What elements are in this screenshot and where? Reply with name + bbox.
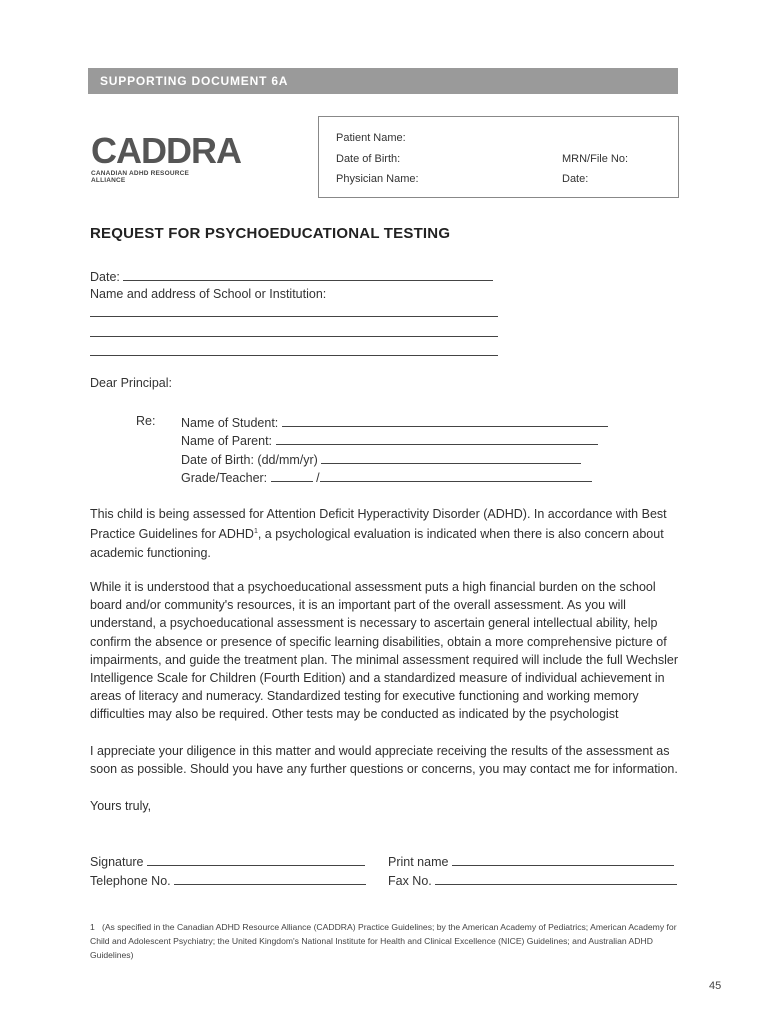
document-banner: SUPPORTING DOCUMENT 6A <box>88 68 678 94</box>
grade-teacher-row <box>181 469 592 485</box>
footnote-reference: 1 <box>253 528 258 536</box>
parent-name-label: Name of Parent: <box>181 434 273 448</box>
page-title: REQUEST FOR PSYCHOEDUCATIONAL TESTING <box>90 225 451 242</box>
salutation: Dear Principal: <box>90 376 172 390</box>
paragraph-1 <box>90 505 680 562</box>
parent-name-input-line[interactable] <box>276 432 598 445</box>
date-input-line[interactable] <box>123 268 493 281</box>
fax-input-line[interactable] <box>435 872 677 885</box>
footnote-text: (As specified in the Canadian ADHD Resource Alliance (CADDRA) Practice Guidelines; by the American Academy of Pediatrics; American Academy for Child and Adolescent Psychiatry; the United Kingdom's National Institute for Health and Clinical Excellence (NICE) Guidelines; and Australian ADHD Guidelines) <box>90 922 677 960</box>
student-dob-row <box>181 451 581 467</box>
re-label: Re: <box>136 414 156 428</box>
school-address-line-2[interactable] <box>90 336 498 337</box>
caddra-logo <box>91 130 241 184</box>
fax-row <box>388 872 677 888</box>
patient-info-box <box>318 116 679 198</box>
closing: Yours truly, <box>90 799 152 813</box>
date-field: Date: <box>562 173 589 185</box>
paragraph-2: While it is understood that a psychoeducational assessment puts a high financial burden on the school board and/or community's resources, it is an important part of the overall assessment. As you will understand, a psychoeducational assessment is necessary to ascertain general intellectual ability, help confirm the absence or presence of specific learning disabilities, obtain a more comprehensive picture of impairments, and guide the treatment plan. The minimal assessment required will include the full Wechsler Intelligence Scale for Children (Fourth Edition) and a standardized measure of individual achievement in areas of literacy and numeracy. Standardized testing for executive functioning and working memory difficulties may also be required. Other tests may be conducted as indicated by the psychologist <box>90 580 679 722</box>
grade-input-line[interactable] <box>271 469 313 482</box>
school-address-line-1[interactable] <box>90 316 498 317</box>
school-label: Name and address of School or Institution: <box>90 287 327 301</box>
paragraph-1-text-a: This child is being assessed for Attention Deficit Hyperactivity Disorder (ADHD). In accordance with Best Practice Guidelines for ADHD <box>90 507 667 542</box>
signature-row <box>90 853 365 869</box>
grade-teacher-label: Grade/Teacher: <box>181 471 268 485</box>
fax-label: Fax No. <box>388 874 432 888</box>
parent-name-row <box>181 432 598 448</box>
date-label: Date: <box>90 270 120 284</box>
mrn-file-field: MRN/File No: <box>562 153 629 165</box>
date-of-birth-field: Date of Birth: <box>336 153 401 165</box>
physician-name-field: Physician Name: <box>336 173 419 185</box>
footnote-number: 1 <box>90 922 95 932</box>
student-name-label: Name of Student: <box>181 416 279 430</box>
print-name-input-line[interactable] <box>452 853 674 866</box>
telephone-label: Telephone No. <box>90 874 171 888</box>
telephone-input-line[interactable] <box>174 872 366 885</box>
print-name-row <box>388 853 674 869</box>
footnote <box>90 920 680 962</box>
telephone-row <box>90 872 366 888</box>
grade-teacher-separator: / <box>316 471 320 485</box>
paragraph-3: I appreciate your diligence in this matter and would appreciate receiving the results of the assessment as soon as possible. Should you have any further questions or concerns, you may contact me for information. <box>90 744 678 777</box>
signature-input-line[interactable] <box>147 853 365 866</box>
student-dob-input-line[interactable] <box>321 451 581 464</box>
page-number: 45 <box>709 980 722 992</box>
student-name-input-line[interactable] <box>282 414 608 427</box>
school-address-line-3[interactable] <box>90 355 498 356</box>
patient-name-field: Patient Name: <box>336 132 406 144</box>
signature-label: Signature <box>90 855 144 869</box>
logo-wordmark: CADDRA <box>91 130 241 171</box>
paragraph-1-text-b: , a psychological evaluation is indicated when there is also concern about academic functioning. <box>90 527 664 560</box>
date-row <box>90 268 493 284</box>
print-name-label: Print name <box>388 855 449 869</box>
logo-subtitle: CANADIAN ADHD RESOURCE ALLIANCE <box>91 170 190 184</box>
student-name-row <box>181 414 608 430</box>
student-dob-label: Date of Birth: (dd/mm/yr) <box>181 453 318 467</box>
teacher-input-line[interactable] <box>320 469 592 482</box>
